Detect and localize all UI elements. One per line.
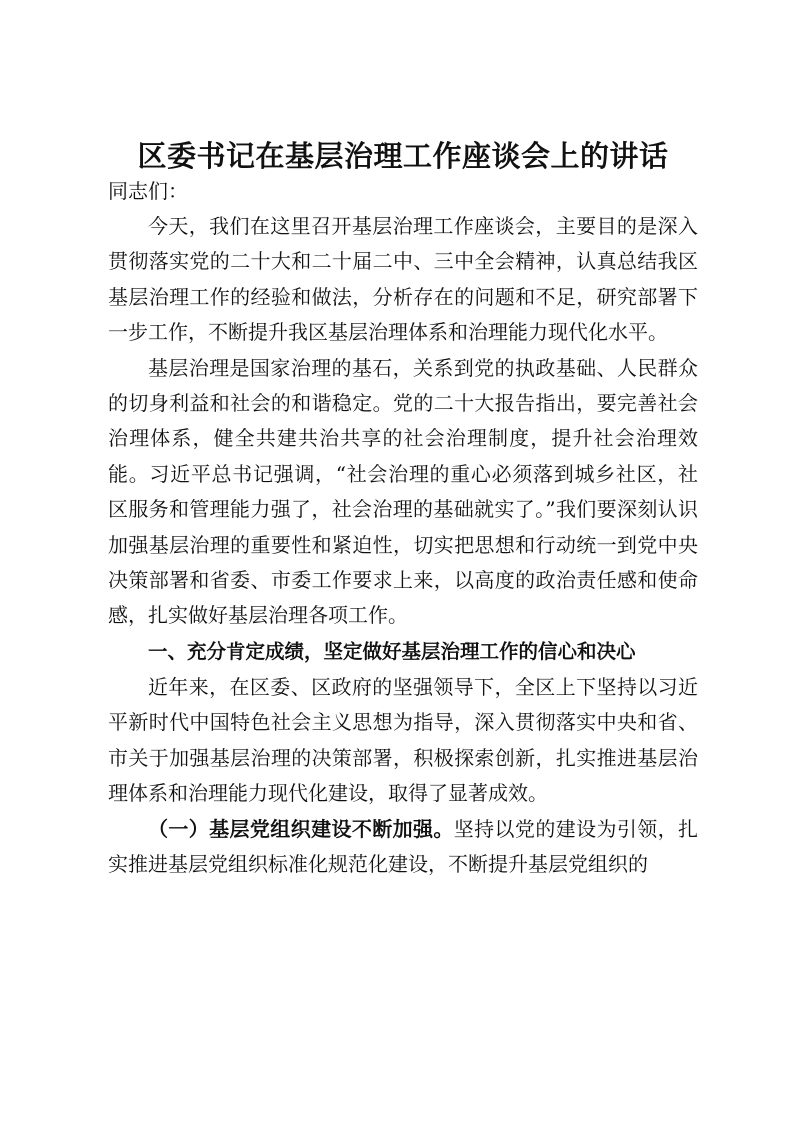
document-title: 区委书记在基层治理工作座谈会上的讲话 — [137, 139, 669, 173]
salutation: 同志们： — [108, 179, 188, 203]
section-1-paragraph: 近年来，在区委、区政府的坚强领导下，全区上下坚持以习近平新时代中国特色社会主义思想为指导，深入贯彻落实中央和省、市关于加强基层治理的决策部署，积极探索创新，扎实推进基层治理体系和治理能力现代化建设，取得了显著成效。 — [108, 674, 698, 806]
paragraph-intro: 今天，我们在这里召开基层治理工作座谈会，主要目的是深入贯彻落实党的二十大和二十届二中、三中全会精神，认真总结我区基层治理工作的经验和做法，分析存在的问题和不足，研究部署下一步工作，不断提升我区基层治理体系和治理能力现代化水平。 — [108, 214, 698, 345]
paragraph-background: 基层治理是国家治理的基石，关系到党的执政基础、人民群众的切身利益和社会的和谐稳定。党的二十大报告指出，要完善社会治理体系，健全共建共治共享的社会治理制度，提升社会治理效能。习近平总书记强调，“社会治理的重心必须落到城乡社区，社区服务和管理能力强了，社会治理的基础就实了。”我们要深刻认识加强基层治理的重要性和紧迫性，切实把思想和行动统一到党中央决策部署和省委、市委工作要求上来，以高度的政治责任感和使命感，扎实做好基层治理各项工作。 — [108, 355, 698, 628]
document-page — [108, 138, 698, 882]
subsection-1-text: 坚持以党的建设为引领，扎实推进基层党组织标准化规范化建设，不断提升基层党组织的 — [108, 816, 699, 876]
section-heading-1: 一、充分肯定成绩，坚定做好基层治理工作的信心和决心 — [148, 639, 636, 663]
subsection-1-lead: （一）基层党组织建设不断加强。 — [148, 816, 454, 841]
subsection-1-paragraph — [108, 812, 698, 883]
